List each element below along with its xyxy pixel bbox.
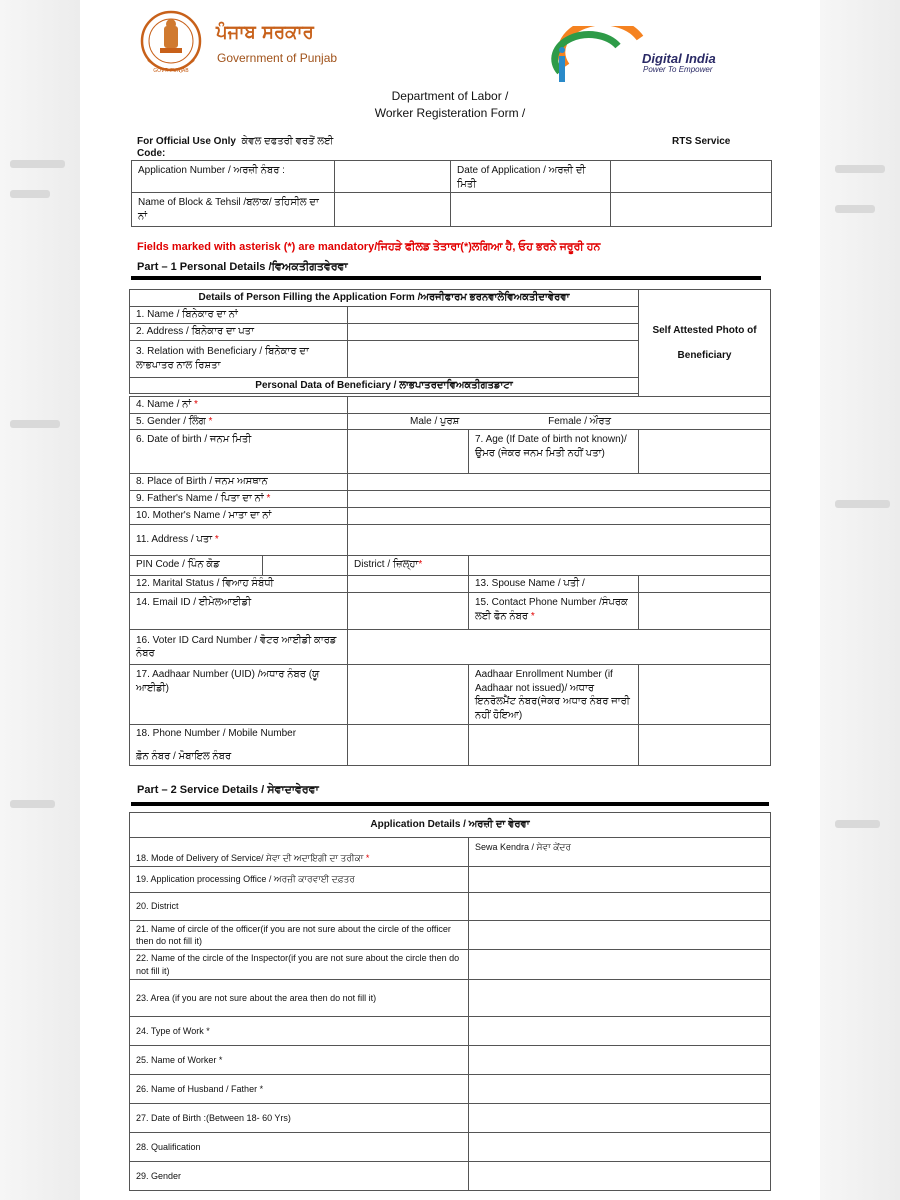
field-12-label: 12. Marital Status / ਵਿਆਹ ਸੰਬੰਧੀ: [130, 575, 348, 593]
application-details-header: Application Details / ਅਰਜ਼ੀ ਦਾ ਵੇਰਵਾ: [130, 813, 771, 838]
field-7-label: 7. Age (If Date of birth not known)/ ਉਮਰ (ਜੇਕਰ ਜਨਮ ਮਿਤੀ ਨਹੀਂ ਪਤਾ): [469, 430, 639, 474]
district-input[interactable]: [469, 555, 771, 575]
header: [80, 0, 820, 90]
field-24-label: 24. Type of Work *: [130, 1017, 469, 1046]
field-15-input[interactable]: [639, 593, 771, 630]
photo-box[interactable]: [639, 290, 771, 397]
field-29-input[interactable]: [469, 1162, 771, 1191]
background-page-left: [0, 0, 80, 1200]
part1-divider: [131, 276, 761, 280]
date-of-application-label: Date of Application / ਅਰਜ਼ੀ ਦੀ ਮਿਤੀ: [451, 161, 611, 193]
field-17-label: 17. Aadhaar Number (UID) /ਅਧਾਰ ਨੰਬਰ (ਯੂ ਆਈਡੀ): [130, 665, 348, 725]
field-18-delivery-label: 18. Mode of Delivery of Service/ ਸੇਵਾ ਦੀ ਅਦਾਇਗੀ ਦਾ ਤਰੀਕਾ *: [130, 838, 469, 867]
gender-options[interactable]: [348, 413, 639, 430]
field-21-label: 21. Name of circle of the officer(if you are not sure about the circle of the officer then do not fill it): [130, 921, 469, 950]
field-8-input[interactable]: [348, 474, 771, 491]
field-1-label: 1. Name / ਬਿਨੇਕਾਰ ਦਾ ਨਾਂ: [130, 307, 348, 324]
field-9-input[interactable]: [348, 490, 771, 507]
field-15-label: 15. Contact Phone Number /ਸੰਪਰਕ ਲਈ ਫੋਨ ਨੰਬਰ *: [469, 593, 639, 630]
field-19-input[interactable]: [469, 867, 771, 893]
field-5-label: 5. Gender / ਲਿੰਗ *: [130, 413, 348, 430]
field-11-input[interactable]: [348, 524, 771, 555]
field-16-label: 16. Voter ID Card Number / ਵੋਟਰ ਆਈਡੀ ਕਾਰਡ ਨੰਬਰ: [130, 630, 348, 665]
field-24-input[interactable]: [469, 1017, 771, 1046]
application-number-field[interactable]: [335, 161, 451, 193]
field-17-input[interactable]: [348, 665, 469, 725]
field-27-label: 27. Date of Birth :(Between 18- 60 Yrs): [130, 1104, 469, 1133]
part2-divider: [131, 802, 769, 806]
digital-india-title: Digital India: [642, 51, 716, 66]
official-blank-cell[interactable]: [611, 193, 772, 227]
photo-label-line1: Self Attested Photo of: [652, 324, 757, 336]
field-4-input[interactable]: [348, 397, 771, 414]
digital-india-logo-icon: [548, 26, 644, 86]
field-25-input[interactable]: [469, 1046, 771, 1075]
punjab-title: ਪੰਜਾਬ ਸਰਕਾਰ: [216, 22, 314, 43]
filling-person-header: Details of Person Filling the Application Form /ਅਰਜੀਫਾਰਮ ਭਰਨਵਾਲੇਵਿਅਕਤੀਦਾਵੇਰਵਾ: [130, 290, 639, 307]
field-4-label: 4. Name / ਨਾਂ *: [130, 397, 348, 414]
field-18-phone-input-3[interactable]: [639, 725, 771, 766]
field-23-label: 23. Area (if you are not sure about the area then do not fill it): [130, 980, 469, 1017]
block-tehsil-field[interactable]: [335, 193, 451, 227]
field-28-label: 28. Qualification: [130, 1133, 469, 1162]
mandatory-notice: Fields marked with asterisk (*) are mandatory/ਜਿਹੜੇ ਫੀਲਡ ਤੇਤਾਰਾ(*)ਲਗਿਆ ਹੈ, ਓਹ ਭਰਨੇ ਜਰੂਰੀ ਹਨ: [137, 241, 601, 253]
field-3-label: 3. Relation with Beneficiary / ਬਿਨੇਕਾਰ ਦਾ ਲਾਭਪਾਤਰ ਨਾਲ ਰਿਸ਼ਤਾ: [130, 340, 348, 377]
field-14-input[interactable]: [348, 593, 469, 630]
pin-code-label: PIN Code / ਪਿੰਨ ਕੋਡ: [130, 555, 263, 575]
field-19-label: 19. Application processing Office / ਅਰਜ਼ੀ ਕਾਰਵਾਈ ਦਫ਼ਤਰ: [130, 867, 469, 893]
form-page: [80, 0, 820, 1200]
field-10-input[interactable]: [348, 507, 771, 524]
code-label: Code:: [137, 148, 166, 159]
rts-service-label: RTS Service: [672, 136, 731, 147]
official-use-label: For Official Use Only ਕੇਵਲ ਦਫਤਰੀ ਵਰਤੋਂ ਲਈ: [137, 136, 334, 147]
field-21-input[interactable]: [469, 921, 771, 950]
punjab-subtitle: Government of Punjab: [217, 51, 338, 65]
field-13-input[interactable]: [639, 575, 771, 593]
field-11-label: 11. Address / ਪਤਾ *: [130, 524, 348, 555]
aadhaar-enrollment-input[interactable]: [639, 665, 771, 725]
field-6-label: 6. Date of birth / ਜਨਮ ਮਿਤੀ: [130, 430, 348, 474]
field-2-input[interactable]: [348, 323, 639, 340]
field-20-input[interactable]: [469, 893, 771, 921]
background-page-right: [820, 0, 900, 1200]
field-27-input[interactable]: [469, 1104, 771, 1133]
field-22-input[interactable]: [469, 950, 771, 980]
gender-male-option[interactable]: Male / ਪੁਰਸ਼: [410, 415, 460, 427]
official-use-table: [131, 160, 772, 227]
field-26-label: 26. Name of Husband / Father *: [130, 1075, 469, 1104]
field-16-input[interactable]: [348, 630, 771, 665]
field-18-phone-input[interactable]: [348, 725, 469, 766]
gender-blank: [639, 413, 771, 430]
gender-female-option[interactable]: Female / ਔਰਤ: [548, 415, 611, 427]
field-26-input[interactable]: [469, 1075, 771, 1104]
photo-label-line2: Beneficiary: [677, 350, 732, 361]
field-3-input[interactable]: [348, 340, 639, 377]
field-12-input[interactable]: [348, 575, 469, 593]
district-label: District / ਜ਼ਿਲ੍ਹਾ*: [348, 555, 469, 575]
personal-data-header: Personal Data of Beneficiary / ਲਾਭਪਾਤਰਦਾਵਿਅਕਤੀਗਤਡਾਟਾ: [130, 377, 639, 394]
field-8-label: 8. Place of Birth / ਜਨਮ ਅਸਥਾਨ: [130, 474, 348, 491]
field-20-label: 20. District: [130, 893, 469, 921]
punjab-emblem-icon: [138, 8, 204, 80]
field-9-label: 9. Father's Name / ਪਿਤਾ ਦਾ ਨਾਂ *: [130, 490, 348, 507]
block-tehsil-label: Name of Block & Tehsil /ਬਲਾਕ/ ਤਹਿਸੀਲ ਦਾ ਨਾਂ: [132, 193, 335, 227]
part2-title: Part – 2 Service Details / ਸੇਵਾਦਾਵੇਰਵਾ: [137, 784, 319, 796]
field-28-input[interactable]: [469, 1133, 771, 1162]
digital-india-tagline: Power To Empower: [643, 65, 713, 74]
personal-details-table: [129, 289, 771, 766]
official-blank-cell[interactable]: [451, 193, 611, 227]
form-title: Worker Registeration Form /: [374, 106, 526, 120]
service-details-table: [129, 812, 771, 1191]
field-25-label: 25. Name of Worker *: [130, 1046, 469, 1075]
field-13-label: 13. Spouse Name / ਪਤੀ /: [469, 575, 639, 593]
field-18-phone-label: 18. Phone Number / Mobile Number ਫ਼ੋਨ ਨੰਬਰ / ਮੋਬਾਇਲ ਨੰਬਰ: [130, 725, 348, 766]
department-title: Department of Labor /: [391, 89, 509, 103]
part1-title: Part – 1 Personal Details /ਵਿਅਕਤੀਗਤਵੇਰਵਾ: [137, 261, 348, 273]
field-6-input[interactable]: [348, 430, 469, 474]
field-7-input[interactable]: [639, 430, 771, 474]
sewa-kendra-option[interactable]: Sewa Kendra / ਸੇਵਾ ਕੇਂਦਰ: [469, 838, 771, 867]
field-10-label: 10. Mother's Name / ਮਾਤਾ ਦਾ ਨਾਂ: [130, 507, 348, 524]
field-14-label: 14. Email ID / ਈਮੇਲਆਈਡੀ: [130, 593, 348, 630]
date-of-application-field[interactable]: [611, 161, 772, 193]
application-number-label: Application Number / ਅਰਜ਼ੀ ਨੰਬਰ :: [132, 161, 335, 193]
field-29-label: 29. Gender: [130, 1162, 469, 1191]
field-23-input[interactable]: [469, 980, 771, 1017]
emblem-text: GOVT. PUNJAB: [153, 68, 189, 74]
field-2-label: 2. Address / ਬਿਨੇਕਾਰ ਦਾ ਪਤਾ: [130, 323, 348, 340]
field-22-label: 22. Name of the circle of the Inspector(if you are not sure about the circle then do not fill it): [130, 950, 469, 980]
field-1-input[interactable]: [348, 307, 639, 324]
pin-code-input[interactable]: [263, 555, 348, 575]
field-18-phone-input-2[interactable]: [469, 725, 639, 766]
aadhaar-enrollment-label: Aadhaar Enrollment Number (if Aadhaar not issued)/ ਅਧਾਰ ਇਨਰੋਲਮੈਂਟ ਨੰਬਰ(ਜੇਕਰ ਅਧਾਰ ਨੰਬਰ ਜਾਰੀ ਨਹੀਂ ਹੋਇਆ): [469, 665, 639, 725]
